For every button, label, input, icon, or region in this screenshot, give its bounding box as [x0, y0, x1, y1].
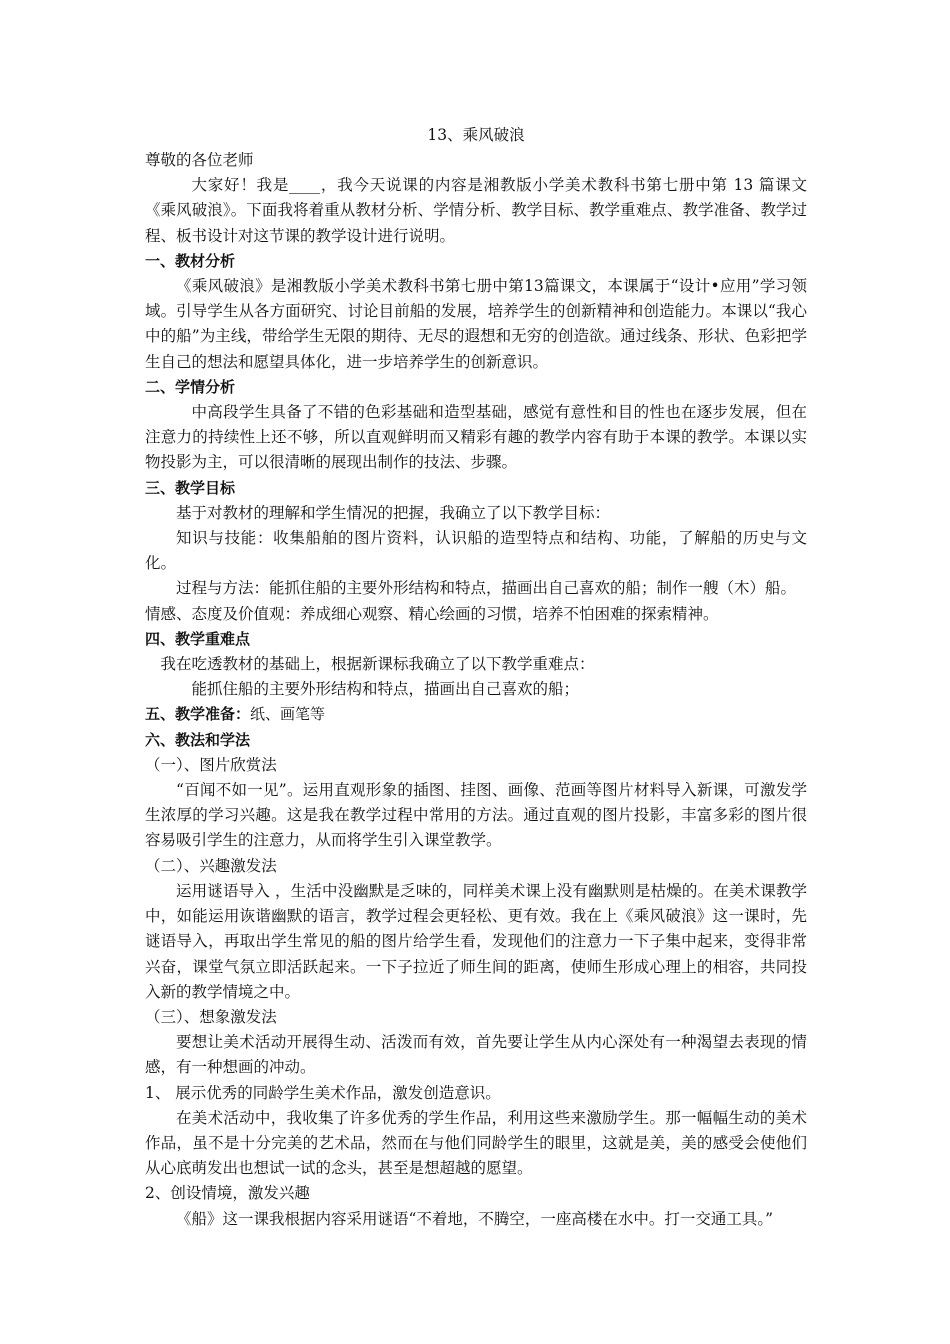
section-heading-textbook-analysis: 一、教材分析 — [145, 251, 236, 270]
section-heading-student-analysis: 二、学情分析 — [145, 377, 236, 396]
textbook-analysis-paragraph: 《乘风破浪》是湘教版小学美术教科书第七册中第13篇课文，本课属于“设计•应用”学习领域。引导学生从各方面研究、讨论目前船的发展，培养学生的创新精神和创造能力。本课以“我心中的船”为主线，带给学生无限的期待、无尽的遐想和无穷的创造欲。通过线条、形状、色彩把学生自己的想法和愿望具体化，进一步培养学生的创新意识。 — [145, 277, 807, 371]
document-title: 13、乘风破浪 — [427, 126, 525, 144]
key-point-item: 能抓住船的主要外形结构和特点，描画出自己喜欢的船； — [191, 680, 580, 699]
student-analysis-paragraph: 中高段学生具备了不错的色彩基础和造型基础，感觉有意性和目的性也在逐步发展，但在注意力的持续性上还不够，所以直观鲜明而又精彩有趣的教学内容有助于本课的教学。本课以实物投影为主，可以很清晰的展现出制作的技法、步骤。 — [145, 403, 807, 472]
method-3-item-1-title: 1、 展示优秀的同龄学生美术作品，激发创造意识。 — [145, 1083, 501, 1102]
section-heading-preparation — [145, 702, 807, 727]
goal-knowledge-skills: 知识与技能：收集船舶的图片资料，认识船的造型特点和结构、功能，了解船的历史与文化。 — [145, 529, 807, 573]
intro-paragraph: 大家好！我是____，我今天说课的内容是湘教版小学美术教科书第七册中第 13 篇课文《乘风破浪》。下面我将着重从教材分析、学情分析、教学目标、教学重难点、教学准备、教学过程、板书设计对这节课的教学设计进行说明。 — [145, 176, 807, 245]
goal-emotion-values: 情感、态度及价值观：养成细心观察、精心绘画的习惯，培养不怕困难的探索精神。 — [145, 604, 719, 623]
method-3-item-1-paragraph: 在美术活动中，我收集了许多优秀的学生作品，利用这些来激励学生。那一幅幅生动的美术作品，虽不是十分完美的艺术品，然而在与他们同龄学生的眼里，这就是美，美的感受会使他们从心底萌发出也想试一试的念头，甚至是想超越的愿望。 — [145, 1108, 807, 1178]
key-points-intro: 我在吃透教材的基础上，根据新课标我确立了以下教学重难点： — [160, 655, 595, 674]
document-body — [145, 122, 807, 1232]
preparation-items: 纸、画笔等 — [250, 705, 326, 724]
method-1-title: （一）、图片欣赏法 — [145, 755, 277, 774]
method-3-item-2-paragraph: 《船》这一课我根据内容采用谜语“不着地，不腾空，一座高楼在水中。打一交通工具。” — [176, 1209, 774, 1228]
section-heading-teaching-goals: 三、教学目标 — [145, 478, 236, 497]
method-2-title: （二）、兴趣激发法 — [145, 856, 277, 875]
method-1-paragraph: “百闻不如一见”。运用直观形象的插图、挂图、画像、范画等图片材料导入新课，可激发学生浓厚的学习兴趣。这是我在教学过程中常用的方法。通过直观的图片投影，丰富多彩的图片很容易吸引学生的注意力，从而将学生引入课堂教学。 — [145, 781, 807, 850]
preparation-label: 五、教学准备： — [145, 705, 251, 724]
method-3-paragraph: 要想让美术活动开展得生动、活泼而有效，首先要让学生从内心深处有一种渴望去表现的情感，有一种想画的冲动。 — [145, 1033, 807, 1077]
method-2-paragraph: 运用谜语导入 ，生活中没幽默是乏味的，同样美术课上没有幽默则是枯燥的。在美术课教学中，如能运用诙谐幽默的语言，教学过程会更轻松、更有效。我在上《乘风破浪》这一课时，先谜语导入，再取出学生常见的船的图片给学生看，发现他们的注意力一下子集中起来，变得非常兴奋，课堂气氛立即活跃起来。一下子拉近了师生间的距离，使师生形成心理上的相容，共同投入新的教学情境之中。 — [145, 881, 807, 1001]
goals-intro: 基于对教材的理解和学生情况的把握，我确立了以下教学目标： — [176, 503, 611, 522]
method-3-item-2-title: 2、创设情境，激发兴趣 — [145, 1184, 310, 1203]
method-3-title: （三）、想象激发法 — [145, 1007, 277, 1026]
greeting: 尊敬的各位老师 — [145, 151, 254, 169]
section-heading-key-points: 四、教学重难点 — [145, 629, 251, 648]
goal-process-method: 过程与方法：能抓住船的主要外形结构和特点，描画出自己喜欢的船；制作一艘（木）船。 — [176, 579, 797, 598]
section-heading-methods: 六、教法和学法 — [145, 730, 251, 749]
